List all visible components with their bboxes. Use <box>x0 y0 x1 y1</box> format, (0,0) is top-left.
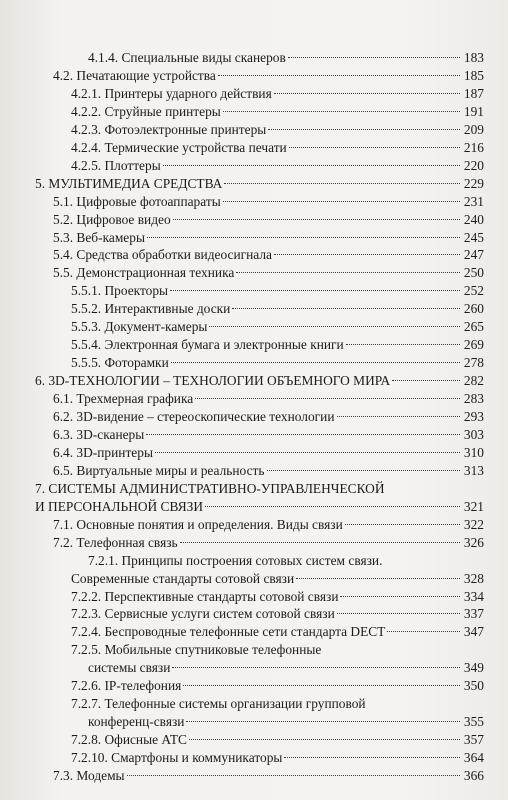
toc-page-number: 350 <box>463 678 484 693</box>
dot-leader <box>288 57 460 58</box>
toc-entry-title: 6. 3D-ТЕХНОЛОГИИ – ТЕХНОЛОГИИ ОБЪЕМНОГО МИРА <box>35 373 391 388</box>
dot-leader <box>346 344 460 345</box>
dot-leader <box>146 434 460 435</box>
toc-entry-title: 6.1. Трехмерная графика <box>53 391 194 406</box>
toc-entry-title: 6.5. Виртуальные миры и реальность <box>53 463 265 478</box>
toc-entry[interactable] <box>0 317 508 337</box>
toc-entry-title: 4.1.4. Специальные виды сканеров <box>88 50 286 65</box>
toc-entry[interactable] <box>0 748 508 768</box>
dot-leader <box>224 183 460 184</box>
dot-leader <box>209 326 460 327</box>
toc-entry-title: 7.2. Телефонная связь <box>53 535 178 550</box>
toc-entry[interactable] <box>0 389 508 409</box>
toc-entry[interactable] <box>0 658 508 678</box>
toc-page-number: 355 <box>463 714 484 729</box>
dot-leader <box>392 380 460 381</box>
dot-leader <box>180 542 460 543</box>
dot-leader <box>173 219 460 220</box>
toc-entry[interactable] <box>0 174 508 194</box>
toc-entry-title: 6.2. 3D-видение – стереоскопические технологии <box>53 409 335 424</box>
toc-page-number: 303 <box>463 427 484 442</box>
toc-entry[interactable] <box>0 281 508 301</box>
toc-entry-title: 4.2. Печатающие устройства <box>53 68 216 83</box>
toc-entry-title: 4.2.1. Принтеры ударного действия <box>71 86 272 101</box>
toc-page-number: 209 <box>463 122 484 137</box>
dot-leader <box>337 613 460 614</box>
toc-entry[interactable] <box>0 120 508 140</box>
toc-entry[interactable] <box>0 138 508 158</box>
toc-entry-heading-line[interactable] <box>0 694 508 714</box>
toc-entry-title: 7.2.2. Перспективные стандарты сотовой связи <box>71 589 339 604</box>
toc-page-number: 269 <box>463 337 484 352</box>
toc-entry-title: 7.2.4. Беспроводные телефонные сети стандарта DECT <box>71 624 386 639</box>
toc-page-number: 283 <box>463 391 484 406</box>
toc-entry-title: 6.4. 3D-принтеры <box>53 445 153 460</box>
toc-page-number: 347 <box>463 624 484 639</box>
toc-entry[interactable] <box>0 48 508 68</box>
dot-leader <box>155 452 460 453</box>
toc-entry[interactable] <box>0 533 508 553</box>
dot-leader <box>340 596 460 597</box>
toc-page-number: 231 <box>463 194 484 209</box>
toc-page-number: 252 <box>463 283 484 298</box>
toc-page-number: 247 <box>463 247 484 262</box>
toc-page-number: 322 <box>463 517 484 532</box>
dot-leader <box>189 739 460 740</box>
toc-entry-title-line1: 7.2.7. Телефонные системы организации групповой <box>71 696 366 711</box>
toc-page-number: 245 <box>463 230 484 245</box>
toc-entry-title-line1: 7. СИСТЕМЫ АДМИНИСТРАТИВНО-УПРАВЛЕНЧЕСКОЙ <box>35 481 385 496</box>
dot-leader <box>172 667 460 668</box>
toc-entry[interactable] <box>0 263 508 283</box>
toc-entry-title: 5.5.3. Документ-камеры <box>71 319 208 334</box>
dot-leader <box>345 524 460 525</box>
toc-entry[interactable] <box>0 515 508 535</box>
toc-page-number: 216 <box>463 140 484 155</box>
toc-page-number: 364 <box>463 750 484 765</box>
toc-entry[interactable] <box>0 245 508 265</box>
toc-entry-title: 4.2.3. Фотоэлектронные принтеры <box>71 122 267 137</box>
dot-leader <box>337 416 461 417</box>
toc-entry-title: 5. МУЛЬТИМЕДИА СРЕДСТВА <box>35 176 223 191</box>
toc-page-number: 265 <box>463 319 484 334</box>
toc-entry-title: 4.2.2. Струйные принтеры <box>71 104 221 119</box>
toc-page-number: 229 <box>463 176 484 191</box>
toc-entry-title: 7.1. Основные понятия и определения. Виды связи <box>53 517 343 532</box>
toc-entry-title: 5.5.4. Электронная бумага и электронные книги <box>71 337 344 352</box>
dot-leader <box>171 362 460 363</box>
toc-page-number: 220 <box>463 158 484 173</box>
dot-leader <box>147 237 460 238</box>
toc-entry-title: И ПЕРСОНАЛЬНОЙ СВЯЗИ <box>35 499 204 514</box>
toc-entry-title: 5.1. Цифровые фотоаппараты <box>53 194 221 209</box>
toc-page-number: 357 <box>463 732 484 747</box>
toc-entry[interactable] <box>0 102 508 122</box>
toc-entry[interactable] <box>0 425 508 445</box>
toc-entry[interactable] <box>0 84 508 104</box>
toc-page-number: 250 <box>463 265 484 280</box>
toc-entry[interactable] <box>0 712 508 732</box>
toc-entry-title: 7.2.6. IP-телефония <box>71 678 182 693</box>
toc-entry-title: 5.2. Цифровое видео <box>53 212 171 227</box>
toc-entry-title: 6.3. 3D-сканеры <box>53 427 145 442</box>
toc-entry-title: системы связи <box>88 660 171 675</box>
toc-entry-title: 5.3. Веб-камеры <box>53 230 145 245</box>
toc-entry[interactable] <box>0 210 508 230</box>
toc-entry[interactable] <box>0 335 508 355</box>
toc-page-number: 187 <box>463 86 484 101</box>
toc-page-number: 349 <box>463 660 484 675</box>
toc-page-number: 282 <box>463 373 484 388</box>
toc-entry[interactable] <box>0 497 508 517</box>
toc-entry-title: 7.2.10. Смартфоны и коммуникаторы <box>71 750 283 765</box>
toc-page-number: 185 <box>463 68 484 83</box>
dot-leader <box>284 757 460 758</box>
toc-entry-title: конференц-связи <box>88 714 185 729</box>
toc-entry[interactable] <box>0 299 508 319</box>
toc-entry-title-line1: 7.2.1. Принципы построения сотовых систем связи. <box>88 553 383 568</box>
toc-page-number: 334 <box>463 589 484 604</box>
toc-page-number: 313 <box>463 463 484 478</box>
toc-entry[interactable] <box>0 66 508 86</box>
toc-entry-title: 7.2.3. Сервисные услуги систем сотовой связи <box>71 606 335 621</box>
toc-entry[interactable] <box>0 353 508 373</box>
toc-entry[interactable] <box>0 676 508 696</box>
dot-leader <box>223 111 460 112</box>
toc-entry-title: 4.2.5. Плоттеры <box>71 158 161 173</box>
dot-leader <box>127 775 460 776</box>
toc-entry-title: 5.5.2. Интерактивные доски <box>71 301 231 316</box>
toc-entry[interactable] <box>0 371 508 391</box>
toc-page-number: 310 <box>463 445 484 460</box>
dot-leader <box>296 578 460 579</box>
dot-leader <box>236 272 460 273</box>
toc-entry[interactable] <box>0 156 508 176</box>
toc-page-number: 260 <box>463 301 484 316</box>
toc-entry[interactable] <box>0 461 508 481</box>
toc-entry-title: Современные стандарты сотовой связи <box>71 571 295 586</box>
dot-leader <box>195 398 460 399</box>
dot-leader <box>163 165 460 166</box>
toc-entry-title: 7.2.8. Офисные АТС <box>71 732 187 747</box>
toc-page-number: 337 <box>463 606 484 621</box>
dot-leader <box>268 129 460 130</box>
dot-leader <box>232 308 460 309</box>
toc-page-number: 183 <box>463 50 484 65</box>
toc-entry[interactable] <box>0 622 508 642</box>
toc-entry-title: 4.2.4. Термические устройства печати <box>71 140 287 155</box>
toc-page-number: 293 <box>463 409 484 424</box>
toc-page-number: 191 <box>463 104 484 119</box>
toc-entry-heading-line[interactable] <box>0 640 508 660</box>
dot-leader <box>387 631 460 632</box>
toc-page-number: 366 <box>463 768 484 783</box>
toc-entry[interactable] <box>0 192 508 212</box>
toc-page-number: 328 <box>463 571 484 586</box>
dot-leader <box>218 75 460 76</box>
toc-entry[interactable] <box>0 730 508 750</box>
toc-entry-title: 5.5.1. Проекторы <box>71 283 169 298</box>
toc-page-number: 321 <box>463 499 484 514</box>
toc-page-number: 326 <box>463 535 484 550</box>
toc-entry[interactable] <box>0 604 508 624</box>
toc-entry[interactable] <box>0 569 508 589</box>
dot-leader <box>274 93 460 94</box>
toc-page-number: 240 <box>463 212 484 227</box>
toc-entry[interactable] <box>0 766 508 786</box>
toc-entry-heading-line[interactable] <box>0 551 508 571</box>
toc-entry-heading-line[interactable] <box>0 479 508 499</box>
toc-entry[interactable] <box>0 443 508 463</box>
toc-entry-title: 5.5.5. Фоторамки <box>71 355 169 370</box>
toc-entry-title-line1: 7.2.5. Мобильные спутниковые телефонные <box>71 642 322 657</box>
toc-entry[interactable] <box>0 407 508 427</box>
toc-entry-title: 5.4. Средства обработки видеосигнала <box>53 247 272 262</box>
dot-leader <box>274 254 460 255</box>
dot-leader <box>186 721 460 722</box>
dot-leader <box>183 685 460 686</box>
toc-page-number: 278 <box>463 355 484 370</box>
dot-leader <box>289 147 460 148</box>
dot-leader <box>223 201 460 202</box>
toc-entry-title: 5.5. Демонстрационная техника <box>53 265 235 280</box>
dot-leader <box>170 290 460 291</box>
dot-leader <box>267 470 461 471</box>
dot-leader <box>205 506 460 507</box>
toc-entry-title: 7.3. Модемы <box>53 768 125 783</box>
